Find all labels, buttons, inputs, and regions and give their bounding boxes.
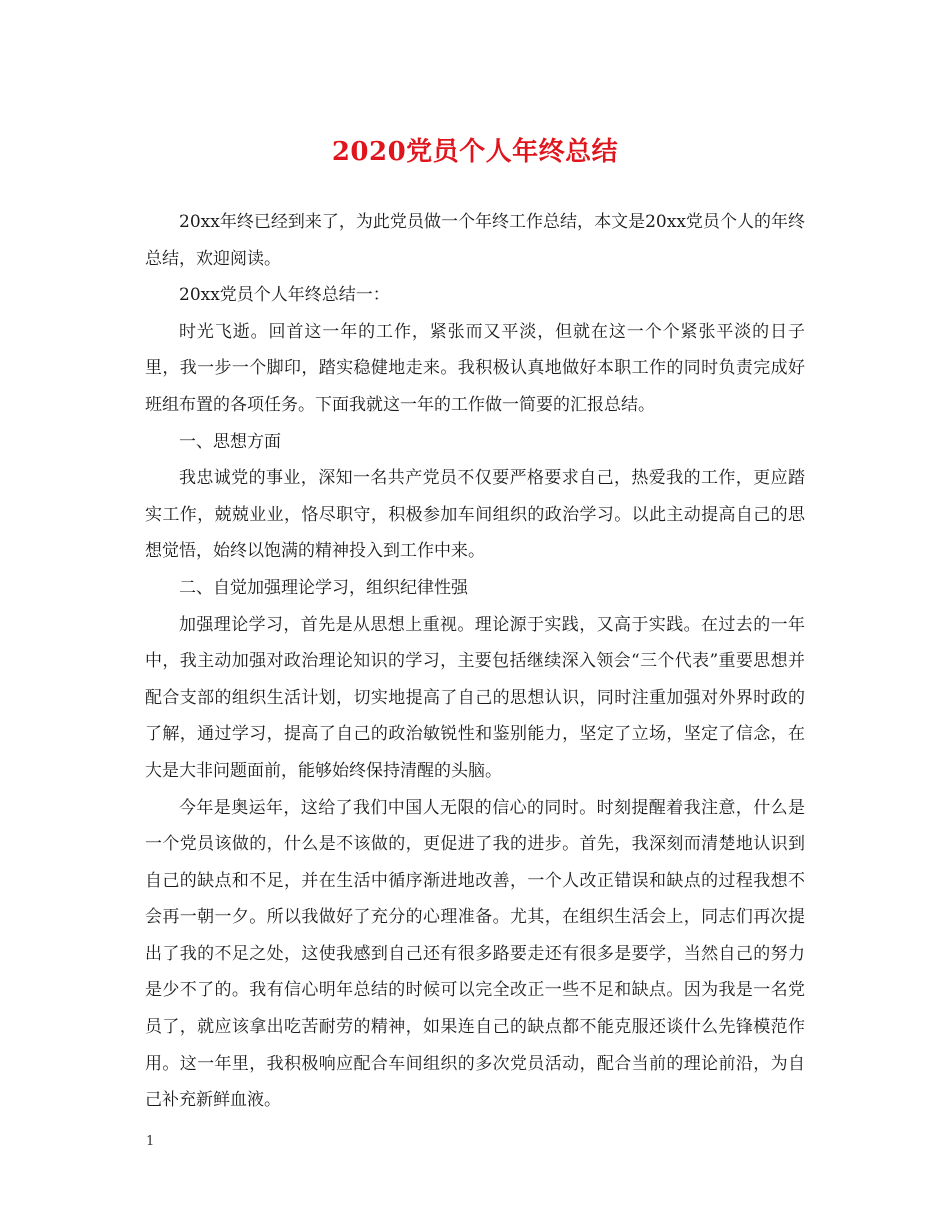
paragraph-thought: 我忠诚党的事业，深知一名共产党员不仅要严格要求自己，热爱我的工作，更应踏实工作，兢兢业业，恪尽职守，积极参加车间组织的政治学习。以此主动提高自己的思想觉悟，始终以饱满的精神投入到工作中来。 (145, 468, 805, 562)
document-body (145, 204, 805, 1119)
paragraph-opening: 时光飞逝。回首这一年的工作，紧张而又平淡，但就在这一个个紧张平淡的日子里，我一步一个脚印，踏实稳健地走来。我积极认真地做好本职工作的同时负责完成好班组布置的各项任务。下面我就这一年的工作做一简要的汇报总结。 (145, 321, 805, 415)
page-number: 1 (146, 1134, 155, 1149)
document-title: 2020党员个人年终总结 (331, 137, 619, 167)
paragraph-olympic-year: 今年是奥运年，这给了我们中国人无限的信心的同时。时刻提醒着我注意，什么是一个党员该做的，什么是不该做的，更促进了我的进步。首先，我深刻而清楚地认识到自己的缺点和不足，并在生活中循序渐进地改善，一个人改正错误和缺点的过程我想不会再一朝一夕。所以我做好了充分的心理准备。尤其，在组织生活会上，同志们再次提出了我的不足之处，这使我感到自己还有很多路要走还有很多是要学，当然自己的努力是少不了的。我有信心明年总结的时候可以完全改正一些不足和缺点。因为我是一名党员了，就应该拿出吃苦耐劳的精神，如果连自己的缺点都不能克服还谈什么先锋模范作用。这一年里，我积极响应配合车间组织的多次党员活动，配合当前的理论前沿，为自己补充新鲜血液。 (145, 797, 805, 1111)
section-heading-thought: 一、思想方面 (179, 431, 281, 452)
paragraph-intro: 20xx年终已经到来了，为此党员做一个年终工作总结，本文是20xx党员个人的年终总结，欢迎阅读。 (145, 212, 805, 269)
section-heading-summary-one: 20xx党员个人年终总结一： (179, 285, 390, 306)
section-heading-theory: 二、自觉加强理论学习，组织纪律性强 (179, 577, 468, 598)
paragraph-theory: 加强理论学习，首先是从思想上重视。理论源于实践，又高于实践。在过去的一年中，我主动加强对政治理论知识的学习，主要包括继续深入领会“三个代表”重要思想并配合支部的组织生活计划，切实地提高了自己的思想认识，同时注重加强对外界时政的了解，通过学习，提高了自己的政治敏锐性和鉴别能力，坚定了立场，坚定了信念，在大是大非问题面前，能够始终保持清醒的头脑。 (145, 614, 805, 781)
